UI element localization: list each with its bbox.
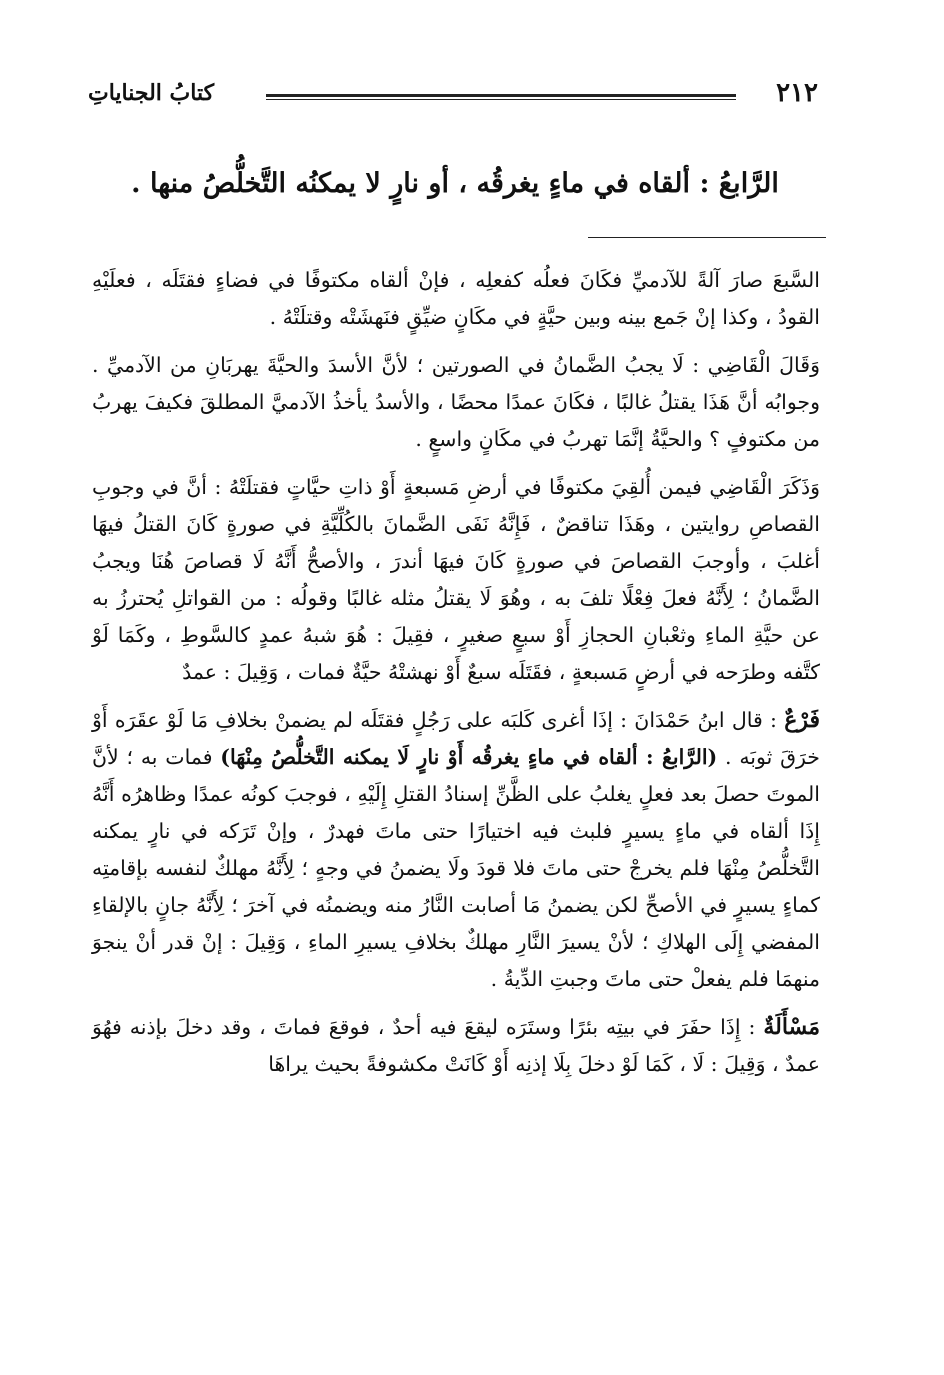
paragraph-1	[92, 262, 820, 336]
matn-divider	[588, 237, 826, 238]
paragraph-text: : قال ابنُ حَمْدَانَ : إذَا أغرى كَلبَه على رَجُلٍ فقتَلَه لم يضمنْ بخلافِ مَا لَوْ عقَرَه أَوْ خرَقَ ثوبَه .	[92, 708, 820, 769]
paragraph-text: وَذَكَرَ الْقَاضِي فيمن أُلقِيَ مكتوفًا في أرضِ مَسبعةٍ أَوْ ذاتِ حيَّاتٍ فقتلَتْهُ : أنَّ في وجوبِ القصاصِ روايتين ، وهَذَا تناقضٌ ، فَإِنَّهُ نَفَى الضَّمانَ بالكُلِّيَّةِ في صورةٍ كَانَ القتلُ فيهَا أغلبَ ، وأوجبَ القصاصَ في صورةٍ كَانَ فيهَا أندرَ ، والأصحُّ أَنَّهُ لَا قصاصَ هُنَا ويجبُ الضَّمانُ ؛ لِأَنَّهُ فعلَ فِعْلًا تلفَ به ، وهُوَ لَا يقتلُ مثله غالبًا وقولُه : من القواتلِ يُحترزُ به عن حيَّةِ الماءِ وثعْبانِ الحجازِ أَوْ سبعٍ صغيرٍ ، فقِيلَ : هُوَ شبهُ عمدٍ كالسَّوطِ ، وكَمَا لَوْ كتَّفه وطرَحه في أرضٍ مَسبعةٍ ، فقَتَلَه سبعٌ أَوْ نهشتْهُ حيَّةٌ فمات ، وَقِيلَ : عمدٌ	[92, 475, 820, 684]
page-header	[88, 78, 818, 118]
matn-quote: (الرَّابعُ : ألقاه في ماءٍ يغرقُه أَوْ نارٍ لَا يمكنه التَّخلُّصُ مِنْهَا)	[220, 745, 718, 769]
paragraph-2	[92, 347, 820, 458]
paragraph-text-continued: فمات به ؛ لأنَّ الموتَ حصلَ بعد فعلٍ يغلبُ على الظَّنِّ إسنادُ القتلِ إِلَيْهِ ، فوجبَ كونُه عمدًا وظاهرُه أَنَّهُ إِذَا ألقاه في ماءٍ يسيرٍ فلبث فيه اختيارًا حتى ماتَ فهدرٌ ، وإنْ تَرَكه في نارٍ يمكنه التَّخلُّصُ مِنْهَا فلم يخرجْ حتى ماتَ فلا قودَ ولَا يضمنُ في وجهٍ ؛ لِأَنَّهُ مهلكٌ لنفسه بإقامتِه كماءٍ يسيرٍ في الأصحِّ لكن يضمنُ مَا أصابت النَّارُ منه ويضمنُه في آخرَ ؛ لِأَنَّهُ جانٍ بالإلقاءِ المفضي إِلَى الهلاكِ ؛ لأنْ يسيرَ النَّارِ مهلكٌ بخلافِ يسيرِ الماءِ ، وَقِيلَ : إنْ قدر أنْ ينجوَ منهمَا فلم يفعلْ حتى ماتَ وجبتِ الدِّيةُ .	[92, 745, 820, 991]
paragraph-text: : إِذَا حفَرَ في بيتِه بئرًا وستَرَه ليقعَ فيه أحدٌ ، فوقعَ فماتَ ، وقد دخلَ بإذنه فهُوَ عمدٌ ، وَقِيلَ : لَا ، كَمَا لَوْ دخلَ بِلَا إذنِه أَوْ كَانَتْ مكشوفةً بحيث يراهَا	[92, 1015, 820, 1076]
masala-heading: مَسْأَلَةٌ	[763, 1014, 820, 1040]
page-number: ٢١٢	[776, 78, 818, 108]
running-title: كتابُ الجناياتِ	[88, 80, 215, 106]
paragraph-text: وَقَالَ الْقَاضِي : لَا يجبُ الضَّمانُ في الصورتين ؛ لأنَّ الأسدَ والحيَّةَ يهربَانِ من الآدميِّ . وجوابُه أنَّ هَذَا يقتلُ غالبًا ، فكَانَ عمدًا محضًا ، والأسدُ يأخذُ الآدميَّ المطلقَ فكيفَ يهربُ من مكتوفٍ ؟ والحيَّةُ إنَّمَا تهربُ في مكَانٍ واسعٍ .	[92, 353, 820, 451]
paragraph-4	[92, 702, 820, 998]
paragraph-3	[92, 469, 820, 691]
far-heading: فَرْعٌ	[784, 707, 820, 733]
commentary-body	[92, 262, 820, 1094]
paragraph-5	[92, 1009, 820, 1083]
matn-text: الرَّابعُ : ألقاه في ماءٍ يغرقُه ، أو نارٍ لا يمكنُه التَّخلُّصُ منها .	[131, 168, 779, 199]
paragraph-text: السَّبعَ صارَ آلةً للآدميِّ فكَانَ فعلُه كفعلِه ، فإنْ ألقاه مكتوفًا في فضاءٍ فقتَلَه ، فعلَيْهِ القودُ ، وكذا إنْ جَمع بينه وبين حيَّةٍ في مكَانٍ ضيِّقٍ فنَهشَتْه وقتلَتْهُ .	[92, 268, 820, 329]
header-rule	[266, 94, 736, 97]
